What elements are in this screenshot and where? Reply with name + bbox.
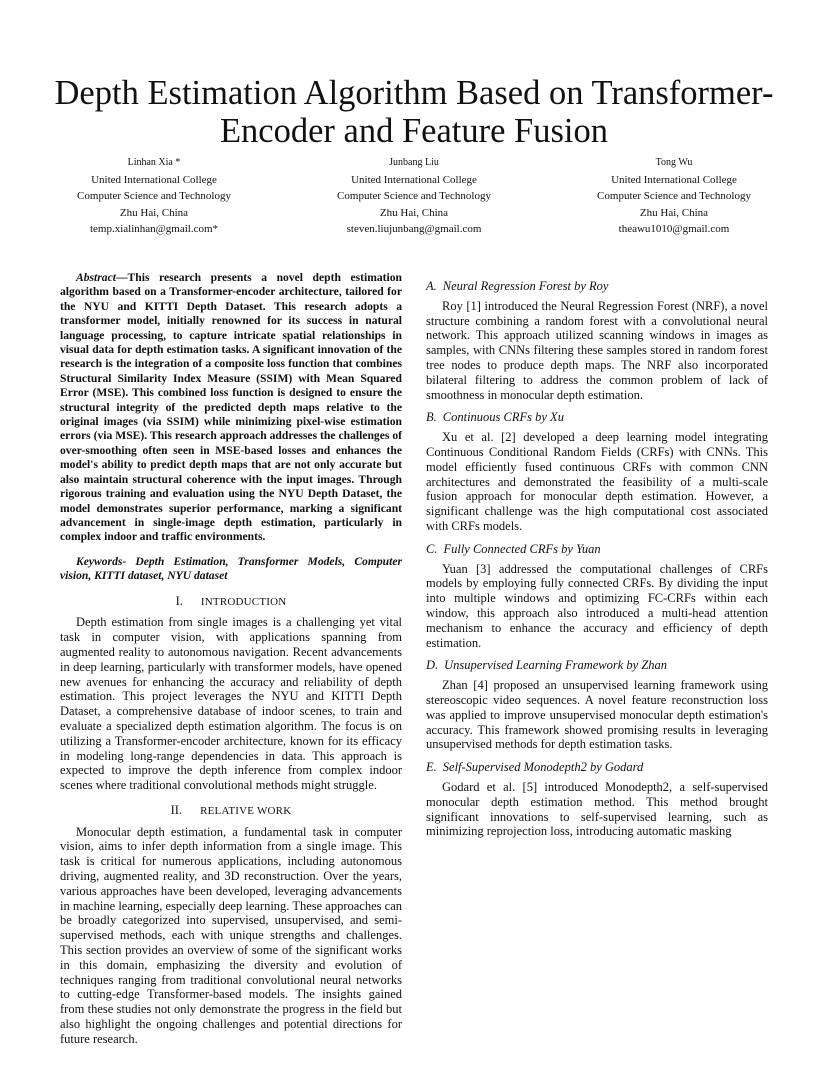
author-name: Tong Wu [655,157,693,168]
author-location: Zhu Hai, China [119,206,189,219]
subsection-text: Xu et al. [2] developed a deep learning model integrating Continuous Conditional Random Fields (CRFs) with CNNs. This model efficiently fused continuous CRFs with common CNN architectures and demonstrated the feasibility of a multi-scale fusion approach for monocular depth estimation. However, a significant challenge was the high computational cost associated with CRFs models. [426,430,768,533]
author-name: Junbang Liu [389,157,439,168]
author-email: temp.xialinhan@gmail.com* [89,223,219,236]
author-block-1 [24,155,284,238]
subsection-letter: A. [426,279,437,293]
abstract-text: —This research presents a novel depth estimation algorithm based on a Transformer-encoder architecture, tailored for the NYU and KITTI Depth Dataset. This research adopts a transformer model, initially renowned for its success in natural language processing, to capture intricate spatial relationships in visual data for depth estimation tasks. A significant innovation of the research is the integration of a composite loss function that combines Structural Similarity Index Measure (SSIM) with Mean Squared Error (MSE). This combined loss function is designed to ensure the structural integrity of the predicted depth maps relative to the original images (via SSIM) while minimizing pixel-wise estimation errors (via MSE). This research approach addresses the challenges of over-smoothing often seen in MSE-based losses and enhances the model's ability to predict depth maps that are not only accurate but also maintain structural coherence with the input images. Through rigorous training and evaluation using the NYU Depth Dataset, the model demonstrates superior performance, marking a significant advancement in single-image depth estimation, particularly in complex indoor and traffic environments. [60,271,402,544]
subsection-title: Neural Regression Forest by Roy [442,279,609,293]
related-work-text: Monocular depth estimation, a fundamental task in computer vision, aims to infer depth information from a single image. This task is critical for numerous applications, including autonomous driving, augmented reality, and 3D reconstruction. Over the years, various approaches have been developed, leveraging advancements in machine learning, especially deep learning. These approaches can be broadly categorized into supervised, unsupervised, and semi-supervised methods, each with unique strengths and challenges. This section provides an overview of some of the significant works in this domain, emphasizing the diversity and evolution of techniques ranging from traditional convolutional neural networks to cutting-edge Transformer-based models. The insights gained from these studies not only demonstrate the progress in the field but also highlight the ongoing challenges and potential directions for future research. [60,824,402,1046]
subsection-letter: B. [426,410,437,425]
section-heading-related-work [60,803,402,819]
author-location: Zhu Hai, China [639,206,709,219]
abstract-label: Abstract [76,271,116,284]
author-affiliation: United International College [351,173,477,186]
section-title: INTRODUCTION [200,595,287,608]
subsection-text: Roy [1] introduced the Neural Regression Forest (NRF), a novel structure combining a random forest with a convolutional neural network. This approach utilized scanning windows in images as samples, with CNNs filtering these samples stored in random forest tree nodes to produce depth maps. The NRF also incorporated bilateral filtering to address the common problem of lack of smoothness in monocular depth estimation. [426,298,768,402]
section-title: RELATIVE WORK [200,804,292,817]
introduction-text: Depth estimation from single images is a challenging yet vital task in computer vision, with applications spanning from augmented reality to autonomous navigation. Recent advancements in deep learning, particularly with transformer models, have opened new avenues for enhancing the accuracy and reliability of depth estimation. This project leverages the NYU and KITTI Depth Dataset, a comprehensive database of indoor scenes, to train and evaluate a specialized depth estimation algorithm. The focus is on utilizing a Transformer-encoder architecture, known for its efficacy in modeling long-range dependencies in data. This approach is expected to improve the depth inference from complex indoor scenes where traditional convolutional methods might struggle. [60,615,402,793]
author-location: Zhu Hai, China [379,206,449,219]
author-block-2 [284,155,544,238]
author-email: steven.liujunbang@gmail.com [346,223,482,236]
subsection-letter: E. [426,760,437,775]
subsection-heading-c [426,542,768,557]
subsection-letter: D. [426,658,439,673]
section-number: II. [170,802,183,817]
subsection-heading-d [426,658,768,673]
abstract [60,271,402,545]
author-block-3 [544,155,804,238]
right-column [426,271,768,839]
author-affiliation: United International College [611,173,737,186]
author-email: theawu1010@gmail.com [618,223,730,236]
keywords: Keywords- Depth Estimation, Transformer Models, Computer vision, KITTI dataset, NYU dataset [60,554,402,583]
subsection-text: Yuan [3] addressed the computational challenges of CRFs models by employing fully connected CRFs. By dividing the input into multiple windows and optimizing FC-CRFs within each window, this approach also introduced a multi-head attention mechanism to enhance the accuracy and efficiency of depth estimation. [426,561,768,650]
subsection-title: Fully Connected CRFs by Yuan [443,541,601,556]
subsection-heading-a [426,279,768,294]
author-department: Computer Science and Technology [337,190,491,203]
subsection-letter: C. [426,541,438,556]
subsection-title: Self-Supervised Monodepth2 by Godard [442,760,644,775]
subsection-title: Continuous CRFs by Xu [442,410,564,425]
section-heading-introduction [60,594,402,610]
author-affiliation: United International College [91,173,217,186]
author-department: Computer Science and Technology [597,190,751,203]
subsection-heading-e [426,760,768,775]
subsection-heading-b [426,410,768,425]
subsection-text: Zhan [4] proposed an unsupervised learning framework using stereoscopic video sequences. A novel feature reconstruction loss was applied to improve unsupervised monocular depth estimation's accuracy. This framework showed promising results in leveraging unsupervised methods for depth estimation tasks. [426,678,768,752]
subsection-title: Unsupervised Learning Framework by Zhan [444,658,668,673]
paper-title: Depth Estimation Algorithm Based on Transformer-Encoder and Feature Fusion [54,74,774,150]
author-name: Linhan Xia * [127,157,181,168]
author-department: Computer Science and Technology [77,190,231,203]
section-number: I. [175,593,183,608]
left-column [60,271,402,1047]
subsection-text: Godard et al. [5] introduced Monodepth2, a self-supervised monocular depth estimation method. This method brought significant innovations to self-supervised learning, such as minimizing reprojection loss, introducing automatic masking [426,779,768,839]
